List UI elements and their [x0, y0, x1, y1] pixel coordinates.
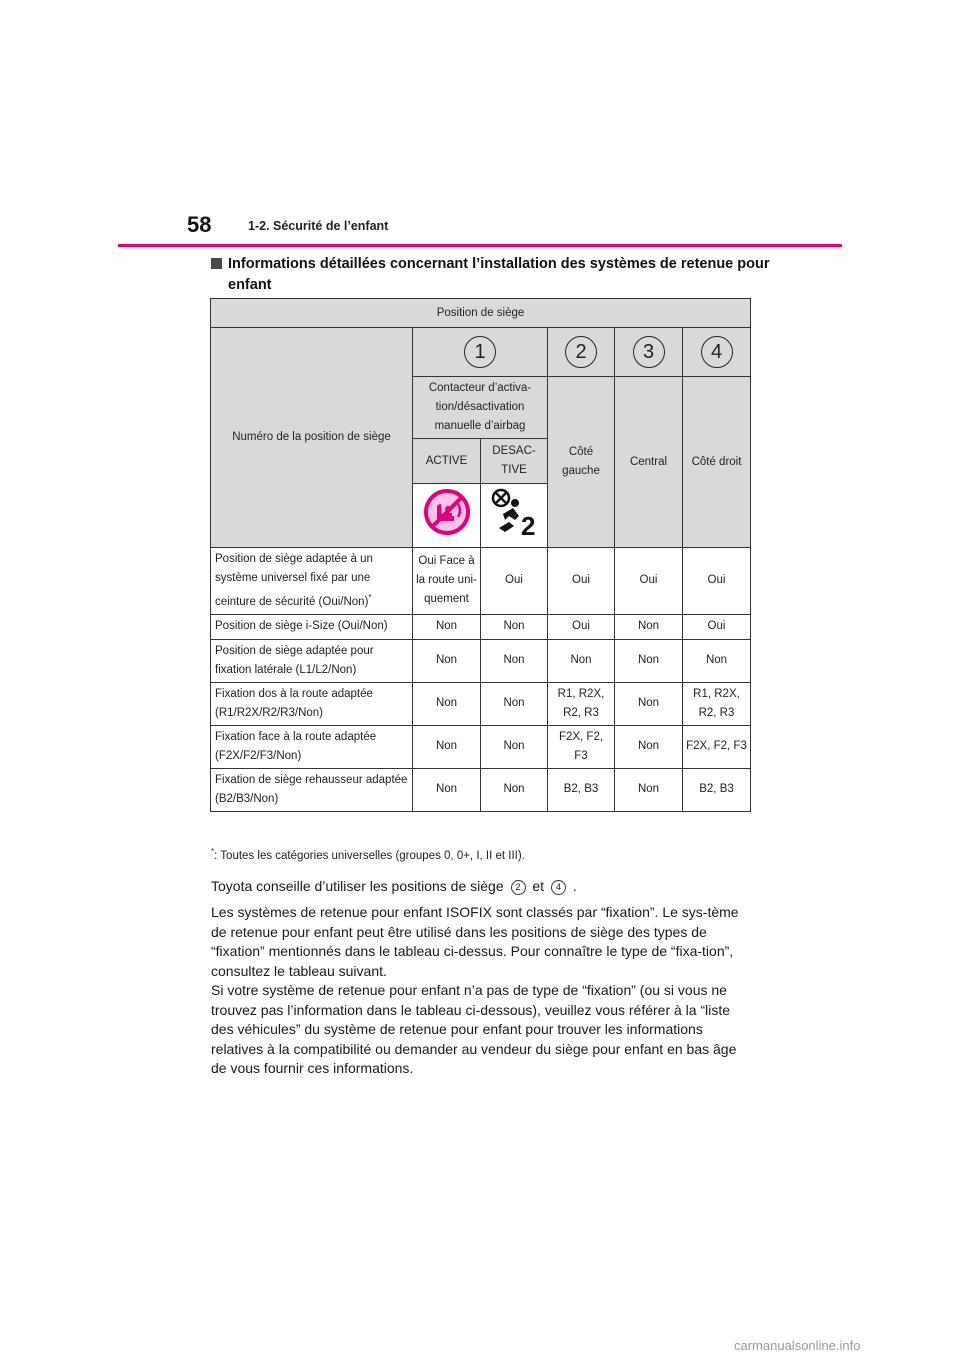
no-rear-facing-seat-icon	[423, 488, 471, 536]
svg-text:2: 2	[521, 511, 536, 538]
section-heading	[211, 254, 771, 296]
table-cell: Non	[481, 768, 548, 811]
airbag-off-indicator-icon-cell	[481, 484, 548, 548]
row-label-booster: Fixation de siège rehausseur adaptée (B2/B3/Non)	[211, 768, 413, 811]
seat-number-3-cell	[615, 328, 683, 377]
airbag-off-indicator-icon	[487, 486, 541, 538]
table-cell: R1, R2X, R2, R3	[683, 682, 751, 725]
table-cell: Non	[615, 768, 683, 811]
seat-2-mark: 2	[511, 880, 526, 895]
row-label-isize: Position de siège i-Size (Oui/Non)	[211, 614, 413, 639]
side-right-label: Côté droit	[683, 377, 751, 548]
paragraph-isofix: Les systèmes de retenue pour enfant ISOFIX sont classés par “fixation”. Le sys-tème de retenue pour enfant peut être utilisé dans les positions de siège des types de “fixation” mentionnés dans le tableau ci-dessus. Pour connaître le type de “fixa-tion”, consultez le tableau suivant.	[211, 904, 739, 979]
seat-number-2-cell	[548, 328, 615, 377]
table-cell: Oui	[615, 548, 683, 615]
table-cell: F2X, F2, F3	[683, 725, 751, 768]
seat-number-4-cell	[683, 328, 751, 377]
table-cell: Non	[413, 725, 481, 768]
table-cell: Non	[481, 614, 548, 639]
seat-number-3: 3	[633, 336, 665, 368]
watermark: carmanualsonline.info	[734, 1338, 861, 1353]
table-cell: Oui	[548, 548, 615, 615]
section-title: 1-2. Sécurité de l’enfant	[248, 219, 389, 233]
table-cell: Non	[615, 614, 683, 639]
seat-number-label: Numéro de la position de siège	[211, 328, 413, 548]
table-cell: F2X, F2, F3	[548, 725, 615, 768]
no-rear-facing-seat-icon-cell	[413, 484, 481, 548]
header-rule	[118, 244, 842, 247]
paragraph-vehicle-list: Si votre système de retenue pour enfant n’a pas de type de “fixation” (ou si vous ne trouvez pas l’information dans le tableau ci-dessous), veuillez vous référer à la “liste des véhicules” du système de retenue pour enfant pour trouver les informations relatives à la compatibilité ou demander au vendeur du siège pour enfant en bas âge de vous fournir ces informations.	[211, 982, 737, 1076]
footnote-mark: *	[368, 593, 372, 602]
row-label-forward-facing: Fixation face à la route adaptée (F2X/F2/F3/Non)	[211, 725, 413, 768]
table-cell: Non	[413, 639, 481, 682]
table-cell: Oui	[683, 548, 751, 615]
heading-text: Informations détaillées concernant l’installation des systèmes de retenue pour enfant	[228, 256, 770, 293]
footnote-mark: *	[211, 847, 215, 856]
side-left-label: Côté gauche	[548, 377, 615, 548]
table-cell: R1, R2X, R2, R3	[548, 682, 615, 725]
seat-number-4: 4	[701, 336, 733, 368]
table-cell: Oui	[683, 614, 751, 639]
table-cell: Non	[683, 639, 751, 682]
seat-number-1: 1	[464, 336, 496, 368]
position-header: Position de siège	[211, 299, 751, 328]
table-cell: Oui	[481, 548, 548, 615]
seat-4-mark: 4	[551, 880, 566, 895]
table-cell: Non	[615, 682, 683, 725]
table-footnote	[211, 847, 525, 862]
active-label: ACTIVE	[413, 439, 481, 484]
table-cell: Non	[615, 725, 683, 768]
footnote-text: : Toutes les catégories universelles (groupes 0, 0+, I, II et III).	[214, 849, 525, 862]
row-label-universal-belt: Position de siège adaptée à un système universel fixé par une ceinture de sécurité (Oui/Non)*	[211, 548, 413, 615]
table-cell: B2, B3	[683, 768, 751, 811]
seat-number-1-cell	[413, 328, 548, 377]
table-cell: Non	[413, 614, 481, 639]
page-number: 58	[187, 212, 212, 237]
recommendation-text: Toyota conseille d’utiliser les positions de siège 2 et 4 .	[211, 878, 577, 894]
row-label-rear-facing: Fixation dos à la route adaptée (R1/R2X/R2/R3/Non)	[211, 682, 413, 725]
deactive-label: DESAC-TIVE	[481, 439, 548, 484]
table-cell: Oui	[548, 614, 615, 639]
row-label-lateral: Position de siège adaptée pour fixation latérale (L1/L2/Non)	[211, 639, 413, 682]
table-cell: B2, B3	[548, 768, 615, 811]
heading-bullet	[211, 258, 222, 269]
table-cell: Non	[413, 768, 481, 811]
table-cell: Oui Face à la route uni-quement	[413, 548, 481, 615]
seat-position-table	[210, 298, 751, 812]
table-cell: Non	[413, 682, 481, 725]
table-cell: Non	[481, 639, 548, 682]
central-label: Central	[615, 377, 683, 548]
seat-number-2: 2	[565, 336, 597, 368]
table-cell: Non	[615, 639, 683, 682]
airbag-switch-label: Contacteur d’activa-tion/désactivation manuelle d’airbag	[413, 377, 548, 439]
table-cell: Non	[481, 725, 548, 768]
table-cell: Non	[548, 639, 615, 682]
table-cell: Non	[481, 682, 548, 725]
